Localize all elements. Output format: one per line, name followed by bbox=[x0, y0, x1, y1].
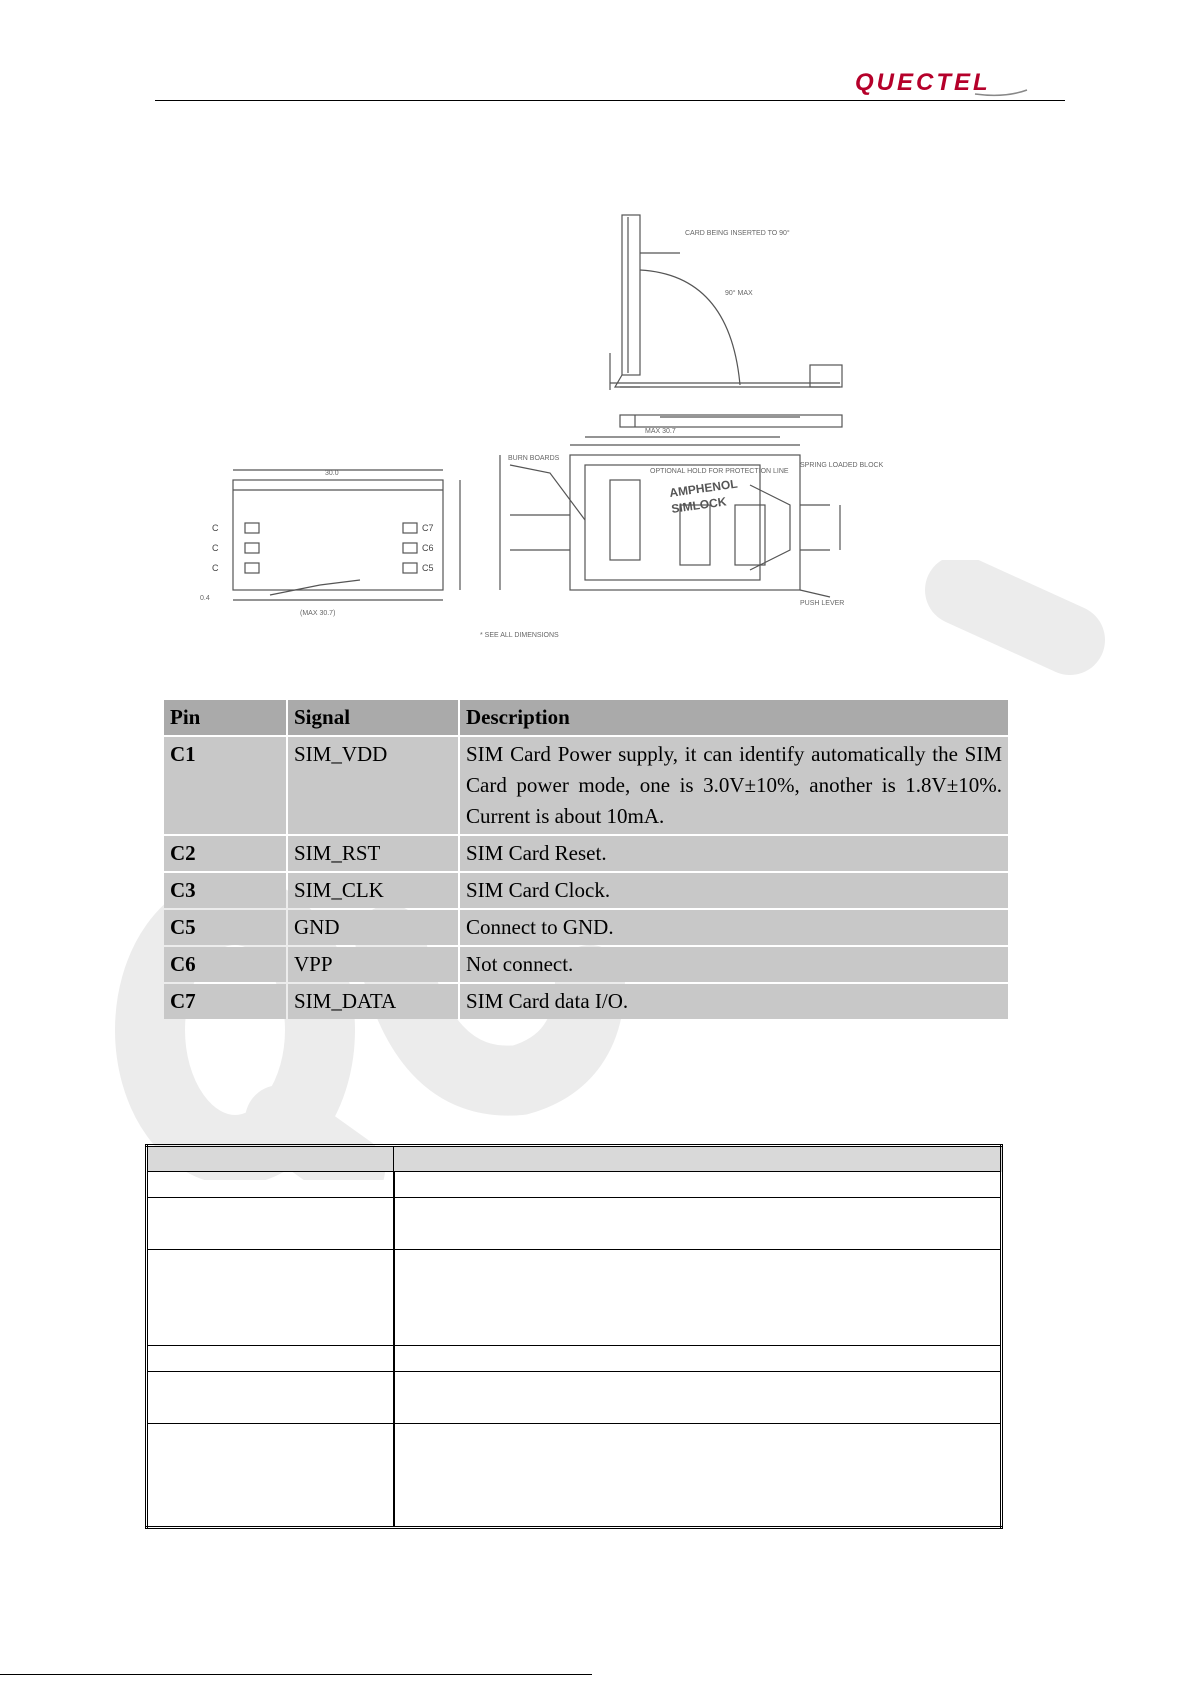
empty-table-row bbox=[147, 1198, 1002, 1250]
empty-cell bbox=[147, 1198, 394, 1250]
table-row bbox=[164, 836, 1008, 871]
pin-cell: C2 bbox=[164, 836, 286, 871]
contact-label-c7: C7 bbox=[422, 523, 434, 533]
empty-table-row bbox=[147, 1424, 1002, 1528]
empty-cell bbox=[394, 1250, 1002, 1346]
table-row bbox=[164, 984, 1008, 1019]
svg-text:* SEE ALL DIMENSIONS: * SEE ALL DIMENSIONS bbox=[480, 632, 559, 639]
sim-pin-table bbox=[162, 698, 1010, 1021]
contact-label-c6: C6 bbox=[422, 543, 434, 553]
footer-rule bbox=[0, 1674, 592, 1675]
signal-cell: SIM_RST bbox=[288, 836, 458, 871]
svg-text:90° MAX: 90° MAX bbox=[725, 290, 753, 297]
svg-text:AMPHENOL: AMPHENOL bbox=[668, 476, 739, 500]
svg-text:0.4: 0.4 bbox=[200, 595, 210, 602]
table-row bbox=[164, 737, 1008, 834]
contact-label-left-1: C bbox=[212, 523, 219, 533]
table-header-row bbox=[164, 700, 1008, 735]
empty-table-row bbox=[147, 1250, 1002, 1346]
empty-cell bbox=[394, 1172, 1002, 1198]
empty-cell bbox=[147, 1372, 394, 1424]
quectel-logo bbox=[855, 68, 1030, 100]
svg-text:MAX 30.7: MAX 30.7 bbox=[645, 428, 676, 435]
description-cell: SIM Card data I/O. bbox=[460, 984, 1008, 1019]
empty-cell bbox=[394, 1346, 1002, 1372]
signal-column-header: Signal bbox=[288, 700, 458, 735]
table-row bbox=[164, 873, 1008, 908]
contact-label-c5: C5 bbox=[422, 563, 434, 573]
pin-cell: C1 bbox=[164, 737, 286, 834]
empty-table-row bbox=[147, 1372, 1002, 1424]
signal-cell: GND bbox=[288, 910, 458, 945]
table-row bbox=[164, 910, 1008, 945]
empty-table-header-row bbox=[147, 1146, 1002, 1172]
empty-header-cell bbox=[394, 1146, 1002, 1172]
empty-cell bbox=[394, 1424, 1002, 1528]
svg-text:30.0: 30.0 bbox=[325, 470, 339, 477]
pin-cell: C6 bbox=[164, 947, 286, 982]
signal-cell: SIM_VDD bbox=[288, 737, 458, 834]
sim-holder-drawing bbox=[190, 205, 940, 695]
header-rule bbox=[155, 100, 1065, 101]
signal-cell: SIM_CLK bbox=[288, 873, 458, 908]
svg-text:QUECTEL: QUECTEL bbox=[855, 69, 991, 96]
empty-cell bbox=[147, 1346, 394, 1372]
signal-cell: SIM_DATA bbox=[288, 984, 458, 1019]
svg-text:OPTIONAL HOLD FOR PROTECTION L: OPTIONAL HOLD FOR PROTECTION LINE bbox=[650, 468, 789, 475]
description-column-header: Description bbox=[460, 700, 1008, 735]
svg-text:BURN BOARDS: BURN BOARDS bbox=[508, 455, 560, 462]
empty-cell bbox=[147, 1250, 394, 1346]
description-cell: SIM Card Reset. bbox=[460, 836, 1008, 871]
contact-label-left-2: C bbox=[212, 543, 219, 553]
empty-cell bbox=[147, 1424, 394, 1528]
svg-text:(MAX 30.7): (MAX 30.7) bbox=[300, 610, 336, 617]
description-cell: SIM Card Power supply, it can identify automatically the SIM Card power mode, one is 3.0V±10%, another is 1.8V±10%. Current is about 10mA. bbox=[460, 737, 1008, 834]
empty-header-cell bbox=[147, 1146, 394, 1172]
svg-text:SIMLOCK: SIMLOCK bbox=[670, 494, 728, 516]
signal-cell: VPP bbox=[288, 947, 458, 982]
svg-text:SPRING LOADED BLOCK: SPRING LOADED BLOCK bbox=[800, 462, 884, 469]
empty-cell bbox=[147, 1172, 394, 1198]
pin-cell: C5 bbox=[164, 910, 286, 945]
pin-column-header: Pin bbox=[164, 700, 286, 735]
empty-spec-table bbox=[145, 1144, 1003, 1529]
pin-cell: C7 bbox=[164, 984, 286, 1019]
empty-cell bbox=[394, 1372, 1002, 1424]
description-cell: Not connect. bbox=[460, 947, 1008, 982]
empty-table-row bbox=[147, 1172, 1002, 1198]
svg-text:CARD BEING INSERTED TO 90°: CARD BEING INSERTED TO 90° bbox=[685, 230, 790, 237]
empty-table-row bbox=[147, 1346, 1002, 1372]
description-cell: SIM Card Clock. bbox=[460, 873, 1008, 908]
table-row bbox=[164, 947, 1008, 982]
pin-cell: C3 bbox=[164, 873, 286, 908]
svg-text:PUSH LEVER: PUSH LEVER bbox=[800, 600, 845, 607]
description-cell: Connect to GND. bbox=[460, 910, 1008, 945]
contact-label-left-3: C bbox=[212, 563, 219, 573]
empty-cell bbox=[394, 1198, 1002, 1250]
